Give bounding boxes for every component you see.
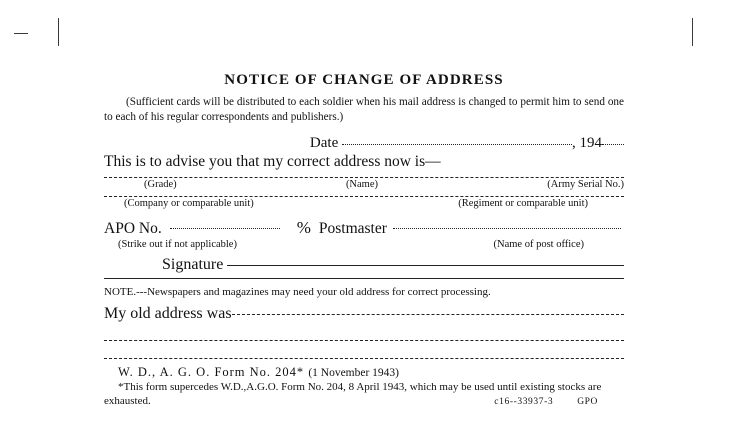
year-prefix: , 194 (572, 135, 602, 151)
apo-number-field[interactable] (170, 228, 280, 229)
form-subtitle: (Sufficient cards will be distributed to each soldier when his mail address is changed to permit him to send one to each of his regular correspondents and publishers.) (104, 96, 624, 123)
divider-rule (104, 278, 624, 279)
crop-mark-left-vertical (58, 18, 59, 46)
caption-post-office: (Name of post office) (493, 239, 584, 250)
address-line-2[interactable] (104, 196, 624, 197)
signature-label: Signature (162, 256, 224, 273)
old-address-field-1[interactable] (232, 314, 624, 315)
crop-mark-right-vertical (692, 18, 693, 46)
old-address-row (104, 305, 624, 323)
caption-regiment: (Regiment or comparable unit) (458, 198, 588, 209)
signature-field[interactable] (227, 265, 624, 266)
old-address-field-2[interactable] (104, 340, 624, 341)
print-code-row (104, 397, 624, 407)
caption-strike-out: (Strike out if not applicable) (118, 239, 237, 250)
postmaster-label: Postmaster (318, 220, 387, 237)
caption-serial: (Army Serial No.) (547, 179, 624, 190)
address-line-1[interactable] (104, 177, 624, 178)
caption-row-2 (104, 198, 624, 209)
date-line (104, 135, 624, 152)
caption-row-1 (104, 179, 624, 190)
print-code: c16--33937-3 (494, 396, 554, 407)
note-text: NOTE.---Newspapers and magazines may need your old address for correct processing. (104, 286, 491, 298)
apo-row (104, 218, 624, 238)
footer (104, 365, 624, 407)
apo-label: APO No. (104, 220, 162, 237)
advise-line: This is to advise you that my correct address now is— (104, 153, 441, 170)
gpo-mark: GPO (577, 396, 598, 407)
caption-name: (Name) (345, 179, 379, 190)
percent-symbol: % (296, 218, 311, 237)
page-title: NOTICE OF CHANGE OF ADDRESS (224, 72, 504, 88)
date-label: Date (309, 135, 339, 151)
year-fill-line[interactable] (602, 144, 624, 145)
old-address-label: My old address was (104, 305, 232, 322)
form-number: W. D., A. G. O. Form No. 204* (118, 365, 305, 379)
form-number-line (104, 365, 624, 380)
form-body (104, 72, 624, 407)
caption-company: (Company or comparable unit) (124, 198, 254, 209)
supercedes-note: *This form supercedes W.D.,A.G.O. Form No. 204, 8 April 1943, which may be used until existing stocks are exhausted. (104, 381, 602, 408)
date-fill-line[interactable] (342, 144, 572, 145)
old-address-field-3[interactable] (104, 358, 624, 359)
apo-caption-row (104, 239, 624, 250)
post-office-field[interactable] (393, 228, 621, 229)
signature-row (104, 256, 624, 274)
caption-grade: (Grade) (144, 179, 177, 190)
crop-mark-left-horizontal (14, 33, 28, 34)
form-date: (1 November 1943) (308, 367, 400, 379)
